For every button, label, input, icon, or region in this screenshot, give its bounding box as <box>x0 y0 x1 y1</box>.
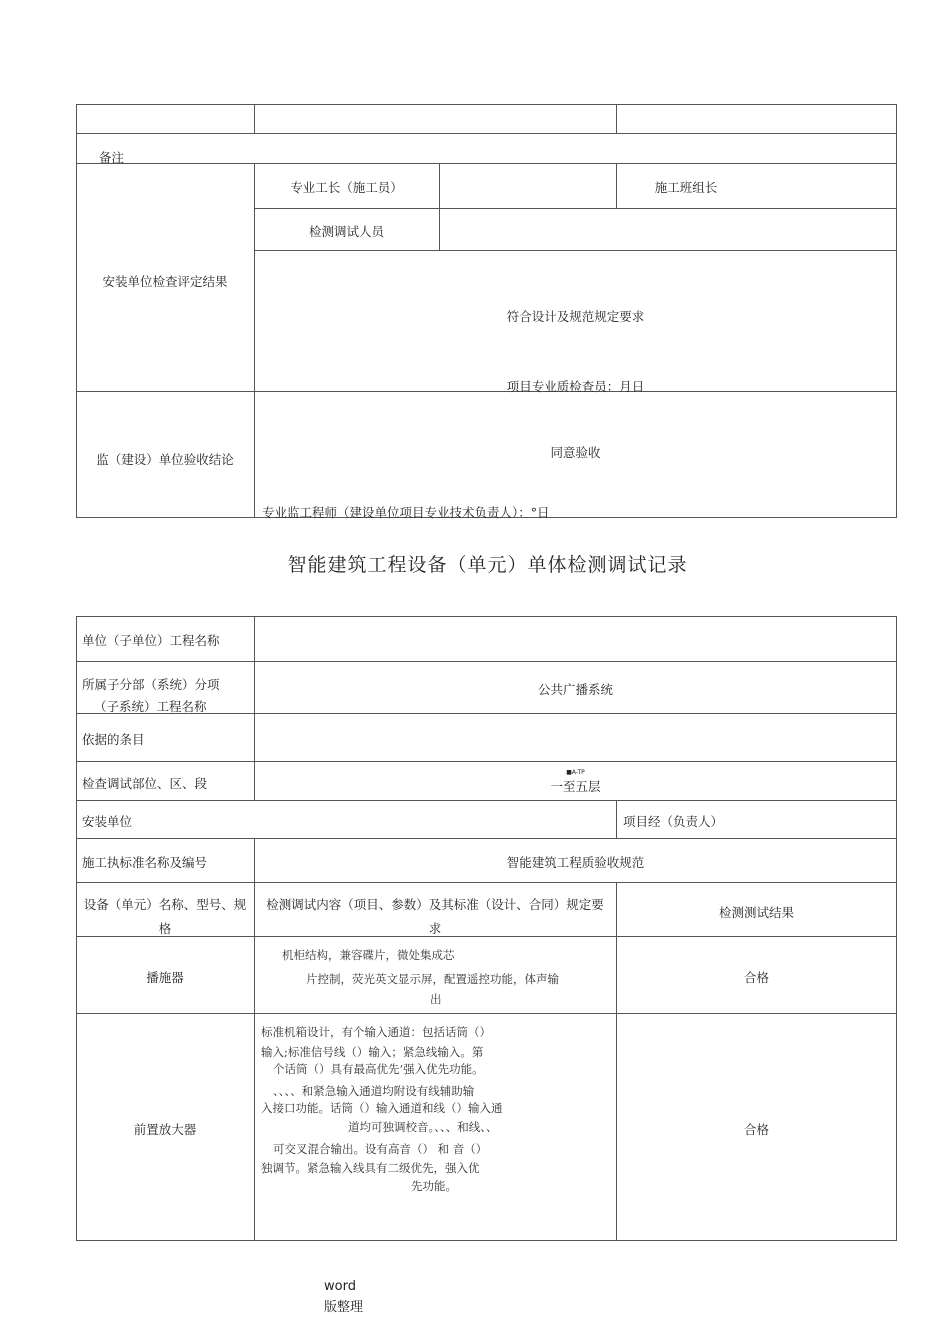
footer-line1: word <box>324 1279 356 1294</box>
subsection-label: 所属子分部（系统）分项 <box>82 677 220 692</box>
footer-line2: 版整理 <box>324 1300 364 1315</box>
device-spec-line: 出 <box>430 992 442 1006</box>
grid-line <box>254 208 897 209</box>
install-unit-label: 安装单位 <box>82 814 133 829</box>
subsection-value: 公共广播系统 <box>537 682 613 697</box>
grid-line <box>76 800 897 801</box>
remarks-label: 备注 <box>99 150 125 165</box>
standard-value: 智能建筑工程质验收规范 <box>506 855 645 870</box>
team-leader-label: 施工班组长 <box>654 180 718 195</box>
unit-name-label: 单位（子单位）工程名称 <box>82 633 220 648</box>
inspector-sign: 项目专业质检查员：月日 <box>506 379 645 394</box>
project-manager-label: 项目经（负责人） <box>623 814 724 829</box>
conform-text: 符合设计及规范规定要求 <box>506 309 645 324</box>
grid-line <box>76 882 897 883</box>
device-spec-line: 可交叉混合输出。设有高音（） 和 音（） <box>273 1142 488 1156</box>
grid-line <box>254 250 897 251</box>
col-device-header-line2: 格 <box>158 921 172 936</box>
grid-line <box>76 133 897 134</box>
col-content-header-line2: 求 <box>428 921 442 936</box>
engineer-sign: 专业监工程师（建设单位项目专业技术负责人）：°日 <box>262 505 550 520</box>
grid-line <box>254 163 255 517</box>
device-spec-line: 道均可独调校音。、、、和线、、 <box>348 1120 498 1134</box>
agree-text: 同意验收 <box>550 445 601 460</box>
device-name: 前置放大器 <box>133 1122 197 1137</box>
device-spec-line: 输入;标准信号线（）输入；紧急线输入。第 <box>261 1045 484 1059</box>
device-spec-line: 独调节。紧急输入线具有二级优先，强入优 <box>261 1161 480 1175</box>
grid-line <box>76 1240 897 1241</box>
grid-line <box>616 104 617 133</box>
foreman-label: 专业工长（施工员） <box>290 180 403 195</box>
test-result: 合格 <box>743 1122 769 1137</box>
foreman-value[interactable] <box>440 164 616 208</box>
device-name: 播施器 <box>146 970 184 985</box>
grid-line <box>76 761 897 762</box>
grid-line <box>76 1013 897 1014</box>
device-spec-line: 标准机箱设计，有个输入通道：包括话筒（） <box>261 1025 491 1039</box>
col-result-header: 检测测试结果 <box>718 905 794 920</box>
subsection-label-line2: （子系统）工程名称 <box>94 699 207 714</box>
grid-line <box>76 838 897 839</box>
col-device-header: 设备（单元）名称、型号、规 <box>83 897 247 912</box>
grid-line <box>616 800 617 838</box>
basis-label: 依据的条目 <box>82 732 145 747</box>
grid-line <box>76 661 897 662</box>
device-spec-line: 片控制，荧光英文显示屏，配置遥控功能，体声输 <box>306 972 559 986</box>
location-value: 一至五层 <box>550 779 601 794</box>
device-spec-line: 个话筒（）具有最高优先’强入优先功能。 <box>273 1062 484 1076</box>
device-spec-line: 、、、、和紧急输入通道均附设有线辅助输 <box>273 1084 475 1098</box>
basis-value[interactable] <box>255 714 896 761</box>
device-spec-line: 入接口功能。话筒（）输入通道和线（）输入通 <box>261 1101 503 1115</box>
supervision-label: 监（建设）单位验收结论 <box>96 452 234 467</box>
col-content-header: 检测调试内容（项目、参数）及其标准（设计、合同）规定要 <box>266 897 604 912</box>
device-spec-line: 机柜结构，兼容碟片，微处集成芯 <box>282 948 455 962</box>
install-result-label: 安装单位检查评定结果 <box>102 274 228 289</box>
grid-line <box>896 616 897 1240</box>
grid-line <box>254 104 255 133</box>
grid-line <box>76 104 897 105</box>
grid-line <box>616 882 617 1240</box>
location-label: 检查调试部位、区、段 <box>82 776 208 791</box>
device-spec-line: 先功能。 <box>411 1179 457 1193</box>
tester-label: 检测调试人员 <box>308 224 384 239</box>
test-result: 合格 <box>743 970 769 985</box>
location-small-mark: ■A-TP <box>566 769 585 776</box>
standard-label: 施工执标准名称及编号 <box>82 855 208 870</box>
unit-name-value[interactable] <box>255 617 896 661</box>
record-title: 智能建筑工程设备（单元）单体检测调试记录 <box>287 554 688 576</box>
